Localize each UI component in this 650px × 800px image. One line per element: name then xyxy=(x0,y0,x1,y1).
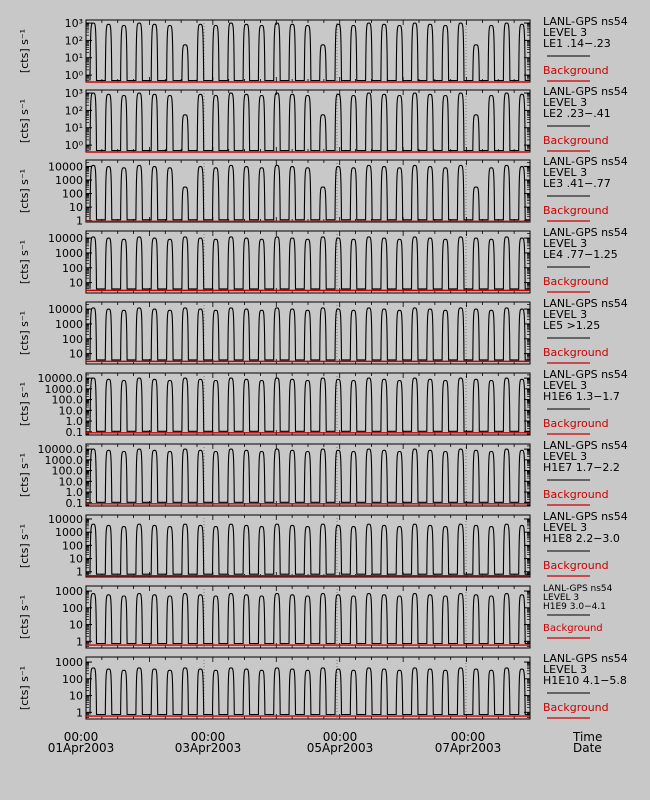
y-tick-label: 1000 xyxy=(55,656,83,670)
legend-line: LANL-GPS ns54 xyxy=(543,226,628,239)
y-axis-label: [cts] s⁻¹ xyxy=(18,98,31,144)
y-axis-label: [cts] s⁻¹ xyxy=(18,310,31,356)
y-tick-label: 10¹ xyxy=(64,121,83,135)
y-tick-label: 1000 xyxy=(55,174,83,188)
y-axis-label: [cts] s⁻¹ xyxy=(18,523,31,569)
legend-line: LANL-GPS ns54 xyxy=(543,510,628,523)
legend-line: LEVEL 3 xyxy=(543,593,580,603)
y-tick-label: 100 xyxy=(62,672,83,686)
y-tick-label: 1000 xyxy=(55,317,83,331)
y-tick-label: 10⁰ xyxy=(64,69,83,83)
legend-line: LEVEL 3 xyxy=(543,96,588,109)
background-legend-label: Background xyxy=(543,134,609,147)
count-rate-trace xyxy=(90,237,530,289)
y-tick-label: 10¹ xyxy=(64,51,83,65)
count-rate-trace xyxy=(90,524,530,574)
legend-line: LANL-GPS ns54 xyxy=(543,652,628,665)
y-tick-label: 0.1 xyxy=(65,425,83,439)
count-rate-trace xyxy=(90,23,530,80)
y-axis-label: [cts] s⁻¹ xyxy=(18,168,31,214)
y-axis-label: [cts] s⁻¹ xyxy=(18,381,31,427)
y-tick-label: 10.0 xyxy=(58,475,83,489)
background-legend-label: Background xyxy=(543,488,609,501)
x-tick-date-label: 03Apr2003 xyxy=(174,741,242,755)
background-legend-label: Background xyxy=(543,204,609,217)
y-tick-label: 1000 xyxy=(55,585,83,599)
legend-line: LEVEL 3 xyxy=(543,663,588,676)
legend-line: LEVEL 3 xyxy=(543,379,588,392)
y-tick-label: 100.0 xyxy=(51,464,83,478)
count-rate-trace xyxy=(90,449,530,502)
count-rate-trace xyxy=(90,93,530,150)
y-tick-label: 1000 xyxy=(55,246,83,260)
legend-line: LEVEL 3 xyxy=(543,166,588,179)
legend-line: LE5 >1.25 xyxy=(543,319,601,332)
legend-line: LEVEL 3 xyxy=(543,237,588,250)
y-tick-label: 1000 xyxy=(55,526,83,540)
y-tick-label: 1 xyxy=(76,565,83,579)
y-tick-label: 100 xyxy=(62,332,83,346)
y-tick-label: 10² xyxy=(64,34,83,48)
y-tick-label: 100 xyxy=(62,539,83,553)
legend-line: LANL-GPS ns54 xyxy=(543,439,628,452)
y-tick-label: 10⁰ xyxy=(64,139,83,153)
legend-line: H1E10 4.1−5.8 xyxy=(543,674,627,687)
y-tick-label: 10 xyxy=(69,689,83,703)
y-tick-label: 1 xyxy=(76,706,83,720)
legend-line: H1E6 1.3−1.7 xyxy=(543,390,620,403)
y-tick-label: 10000 xyxy=(48,303,83,317)
legend-line: LANL-GPS ns54 xyxy=(543,368,628,381)
y-tick-label: 10³ xyxy=(64,87,83,101)
time-axis-label: Time xyxy=(573,730,603,744)
legend-line: LE3 .41−.77 xyxy=(543,177,611,190)
y-tick-label: 10 xyxy=(69,276,83,290)
legend-line: H1E8 2.2−3.0 xyxy=(543,532,620,545)
x-tick-time-label: 00:00 xyxy=(322,730,358,744)
y-tick-label: 10000 xyxy=(48,512,83,526)
y-tick-label: 100 xyxy=(62,601,83,615)
background-legend-label: Background xyxy=(543,417,609,430)
y-tick-label: 10000.0 xyxy=(37,372,83,386)
legend-line: LE1 .14−.23 xyxy=(543,37,611,50)
y-tick-label: 1000.0 xyxy=(44,453,83,467)
y-tick-label: 10000.0 xyxy=(37,443,83,457)
y-tick-label: 10² xyxy=(64,104,83,118)
background-legend-label: Background xyxy=(543,623,603,634)
count-rate-trace xyxy=(90,668,530,715)
legend-line: LANL-GPS ns54 xyxy=(543,155,628,168)
legend-line: LEVEL 3 xyxy=(543,308,588,321)
y-tick-label: 1 xyxy=(76,635,83,649)
y-tick-label: 10 xyxy=(69,552,83,566)
count-rate-trace xyxy=(90,594,530,644)
legend-line: H1E9 3.0−4.1 xyxy=(543,602,606,612)
background-legend-label: Background xyxy=(543,64,609,77)
date-axis-label: Date xyxy=(573,741,602,755)
y-tick-label: 1.0 xyxy=(65,415,83,429)
y-tick-label: 10 xyxy=(69,201,83,215)
y-axis-label: [cts] s⁻¹ xyxy=(18,665,31,711)
legend-line: LANL-GPS ns54 xyxy=(543,584,613,594)
y-tick-label: 10³ xyxy=(64,17,83,31)
legend-line: LE4 .77−1.25 xyxy=(543,248,618,261)
y-tick-label: 10000 xyxy=(48,232,83,246)
x-tick-time-label: 00:00 xyxy=(450,730,486,744)
legend-line: LANL-GPS ns54 xyxy=(543,15,628,28)
y-tick-label: 0.1 xyxy=(65,496,83,510)
y-tick-label: 100 xyxy=(62,261,83,275)
y-tick-label: 100 xyxy=(62,187,83,201)
background-legend-label: Background xyxy=(543,701,609,714)
y-tick-label: 1 xyxy=(76,214,83,228)
y-tick-label: 10000 xyxy=(48,160,83,174)
x-tick-date-label: 07Apr2003 xyxy=(434,741,502,755)
background-legend-label: Background xyxy=(543,275,609,288)
count-rate-trace xyxy=(90,378,530,431)
x-tick-time-label: 00:00 xyxy=(63,730,99,744)
count-rate-trace xyxy=(90,308,530,360)
legend-line: LANL-GPS ns54 xyxy=(543,297,628,310)
y-axis-label: [cts] s⁻¹ xyxy=(18,594,31,640)
legend-line: LANL-GPS ns54 xyxy=(543,85,628,98)
y-tick-label: 100.0 xyxy=(51,393,83,407)
background-legend-label: Background xyxy=(543,559,609,572)
legend-line: LEVEL 3 xyxy=(543,450,588,463)
y-axis-label: [cts] s⁻¹ xyxy=(18,452,31,498)
x-tick-time-label: 00:00 xyxy=(190,730,226,744)
count-rate-trace xyxy=(90,165,530,219)
x-tick-date-label: 05Apr2003 xyxy=(306,741,374,755)
y-tick-label: 10 xyxy=(69,618,83,632)
x-tick-date-label: 01Apr2003 xyxy=(47,741,115,755)
y-tick-label: 10 xyxy=(69,347,83,361)
y-axis-label: [cts] s⁻¹ xyxy=(18,28,31,74)
legend-line: LEVEL 3 xyxy=(543,521,588,534)
y-tick-label: 1.0 xyxy=(65,486,83,500)
y-axis-label: [cts] s⁻¹ xyxy=(18,239,31,285)
y-tick-label: 1000.0 xyxy=(44,382,83,396)
legend-line: LEVEL 3 xyxy=(543,26,588,39)
background-legend-label: Background xyxy=(543,346,609,359)
legend-line: H1E7 1.7−2.2 xyxy=(543,461,620,474)
y-tick-label: 10.0 xyxy=(58,404,83,418)
legend-line: LE2 .23−.41 xyxy=(543,107,611,120)
